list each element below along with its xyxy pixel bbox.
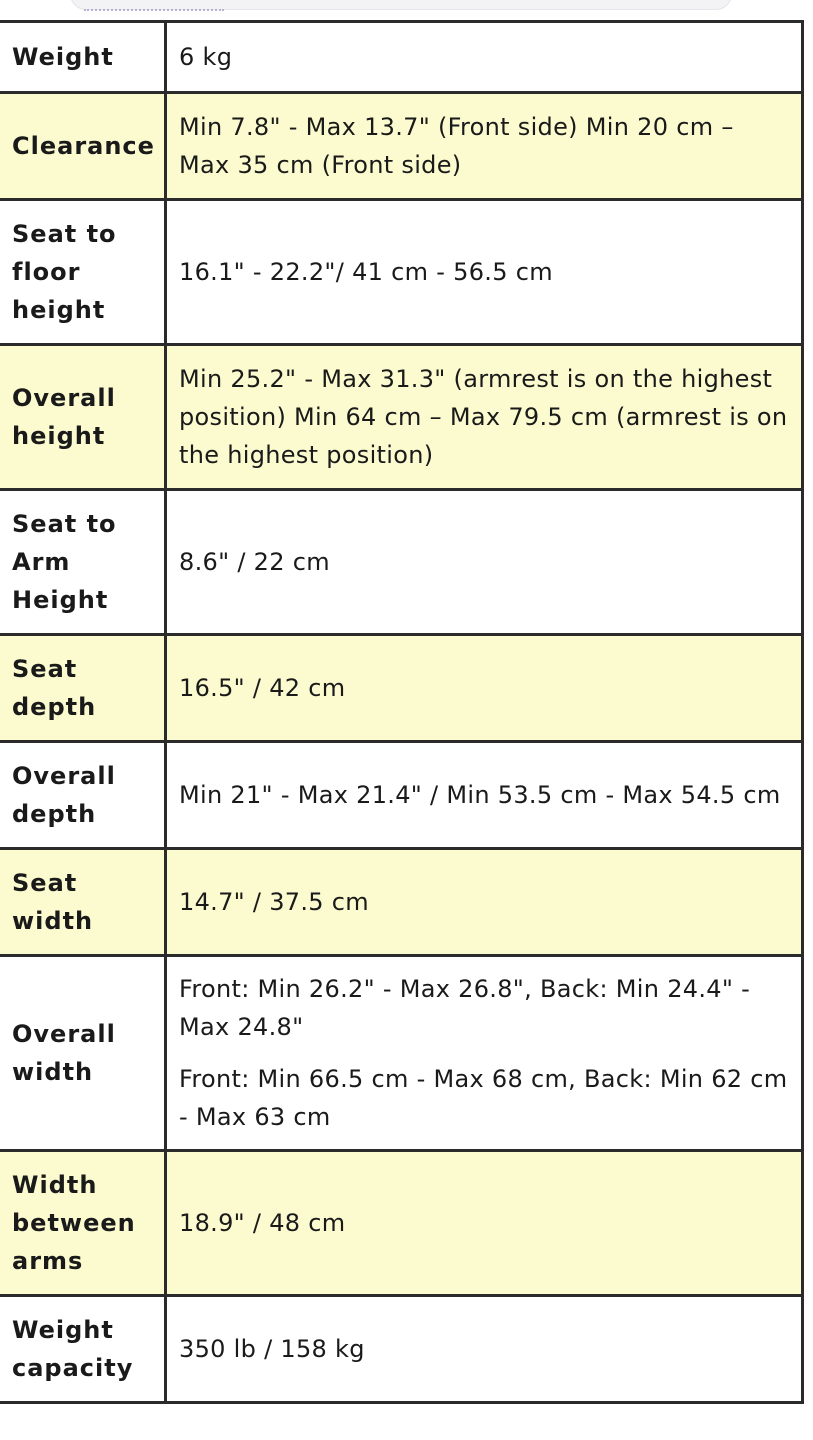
top-strip [0,0,813,18]
row-label: Width between arms [0,1151,166,1296]
table-row [0,742,803,849]
row-value [166,956,803,1151]
table-row [0,93,803,200]
table-row [0,1151,803,1296]
table-row [0,635,803,742]
table-row [0,200,803,345]
row-value: Min 7.8" - Max 13.7" (Front side) Min 20 cm – Max 35 cm (Front side) [166,93,803,200]
row-label: Seat width [0,849,166,956]
specifications-table [0,20,804,1404]
row-value: 16.1" - 22.2"/ 41 cm - 56.5 cm [166,200,803,345]
row-value: 350 lb / 158 kg [166,1296,803,1403]
row-value: Min 21" - Max 21.4" / Min 53.5 cm - Max 54.5 cm [166,742,803,849]
row-value: 14.7" / 37.5 cm [166,849,803,956]
table-row [0,1296,803,1403]
row-value: Min 25.2" - Max 31.3" (armrest is on the highest position) Min 64 cm – Max 79.5 cm (armrest is on the highest position) [166,345,803,490]
row-value: 18.9" / 48 cm [166,1151,803,1296]
row-label: Seat to Arm Height [0,490,166,635]
row-label: Seat to floor height [0,200,166,345]
row-label: Clearance [0,93,166,200]
top-link-remnant [84,1,224,11]
table-row [0,956,803,1151]
table-row [0,345,803,490]
table-row [0,490,803,635]
row-label: Overall width [0,956,166,1151]
row-value: 16.5" / 42 cm [166,635,803,742]
row-label: Weight capacity [0,1296,166,1403]
row-value-imperial: Front: Min 26.2" - Max 26.8", Back: Min 24.4" - Max 24.8" [179,975,751,1041]
row-label: Weight [0,22,166,93]
row-label: Overall height [0,345,166,490]
row-value: 8.6" / 22 cm [166,490,803,635]
row-value: 6 kg [166,22,803,93]
table-row [0,22,803,93]
table-row [0,849,803,956]
row-value-metric: Front: Min 66.5 cm - Max 68 cm, Back: Min 62 cm - Max 63 cm [179,1065,788,1131]
row-label: Seat depth [0,635,166,742]
row-label: Overall depth [0,742,166,849]
